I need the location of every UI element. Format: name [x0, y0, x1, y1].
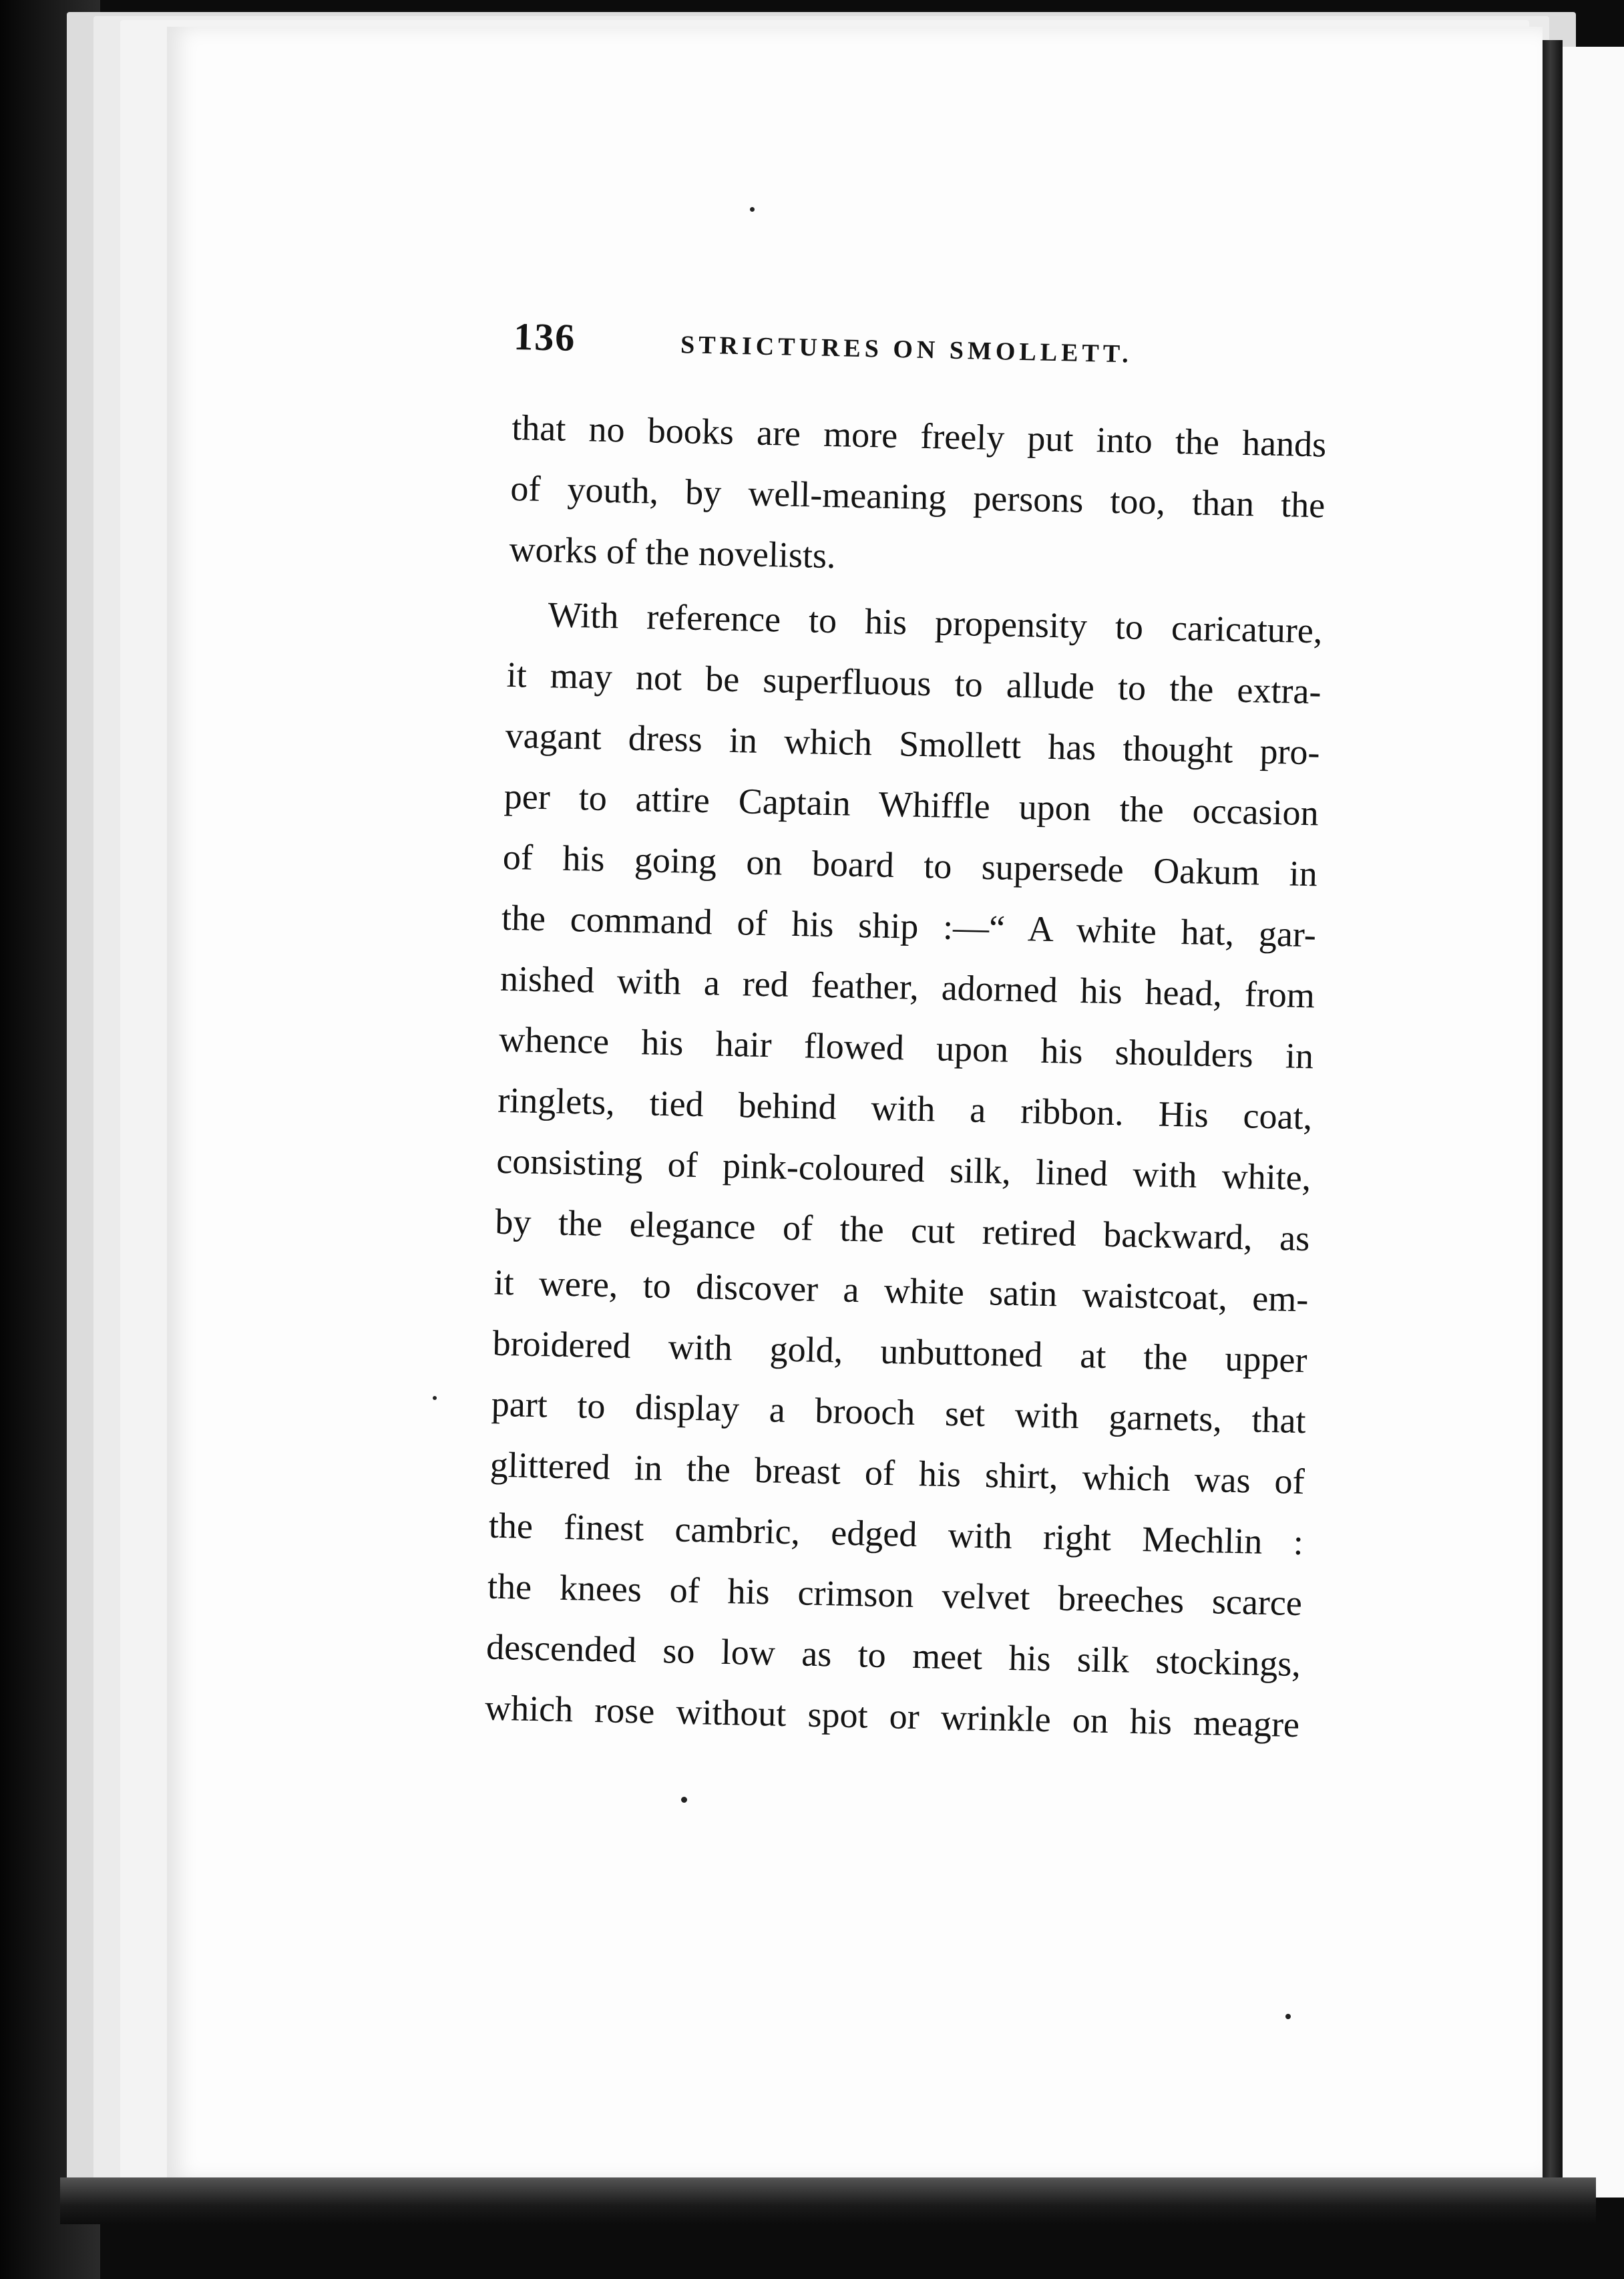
text-line: of his going on board to supersede Oakum in [502, 836, 1318, 894]
text-line: descended so low as to meet his silk stockings, [485, 1626, 1301, 1685]
running-head: STRICTURES ON SMOLLETT. [680, 331, 1133, 369]
text-line: works of the novelists. [509, 528, 837, 576]
speck [1285, 2014, 1291, 2019]
text-line: vagant dress in which Smollett has thought pro- [505, 715, 1321, 773]
speck [433, 1396, 437, 1400]
page-gutter [1543, 40, 1563, 2198]
text-line: part to display a brooch set with garnets, that [491, 1383, 1307, 1441]
speck [681, 1797, 687, 1803]
text-line: the command of his ship :—“ A white hat, gar- [501, 897, 1317, 955]
text-line: which rose without spot or wrinkle on his meagre [484, 1687, 1300, 1745]
text-line: of youth, by well-meaning persons too, than the [510, 468, 1326, 526]
text-line: the knees of his crimson velvet breeches scarce [487, 1566, 1303, 1624]
book-bottom-edge [60, 2177, 1596, 2224]
text-line: per to attire Captain Whiffle upon the occasion [503, 775, 1320, 834]
text-line: glittered in the breast of his shirt, which was of [489, 1444, 1305, 1502]
text-line: by the elegance of the cut retired backward, as [494, 1201, 1310, 1259]
text-line: broidered with gold, unbuttoned at the upper [492, 1323, 1308, 1381]
speck [750, 207, 755, 212]
text-line: it were, to discover a white satin waistcoat, em- [493, 1262, 1309, 1320]
page-text [484, 314, 1335, 1755]
page-number: 136 [513, 314, 576, 359]
text-line: consisting of pink-coloured silk, lined with white, [495, 1140, 1311, 1198]
text-line: whence his hair flowed upon his shoulders in [498, 1019, 1314, 1077]
text-line: nished with a red feather, adorned his head, from [499, 958, 1315, 1016]
text-line: the finest cambric, edged with right Mechlin : [488, 1505, 1304, 1563]
text-line: it may not be superfluous to allude to the extra- [506, 654, 1322, 712]
text-line: that no books are more freely put into the hands [511, 407, 1327, 465]
facing-page-edge [1563, 47, 1624, 2198]
text-line: With reference to his propensity to caricature, [547, 594, 1323, 651]
text-line: ringlets, tied behind with a ribbon. His coat, [497, 1079, 1313, 1137]
